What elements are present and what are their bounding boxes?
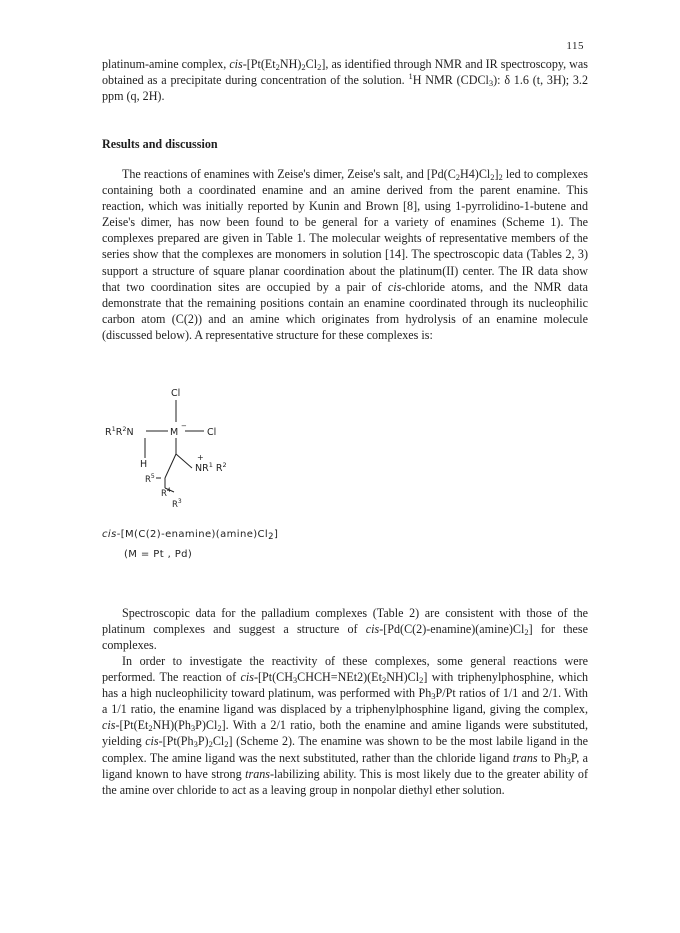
plus-charge-label: +	[197, 453, 204, 462]
body-paragraph-3: In order to investigate the reactivity of these complexes, some general reactions were performed. The reaction of cis-$[Pt(CH_3CHCH=NEt2)(Et_2NH)Cl_2]$ with triphenylphosphine, which has a high nucleophilicity toward platinum, was performed with $Ph_3P/Pt$ ratios of 1/1 and 2/1. With a 1/1 ratio, the enamine ligand was displaced by a triphenylphosphine ligand, giving the complex, cis-$[Pt(Et_2NH)(Ph_3P)Cl_2]$. With a 2/1 ratio, both the enamine and amine ligands were substituted, yielding cis-$[Pt(Ph_3P)_2Cl_2]$ (Scheme 2). The enamine was shown to be the most labile ligand in the complex. The amine ligand was the next substituted, rather than the chloride ligand trans to $Ph_3P$, a ligand known to have strong trans-labilizing ability. This is most likely due to the greater ability of the amine over chloride to act as a leaving group in nonpolar diethyl ether solution.	[102, 654, 588, 797]
structure-caption-metals: (M = Pt , Pd)	[124, 549, 193, 560]
metal-charge-label: −	[181, 422, 187, 430]
body-paragraph-1: The reactions of enamines with Zeise's dimer, Zeise's salt, and $[Pd(C_2H4)Cl_2]_2$ led to complexes containing both a coordinated enamine and an amine derived from the parent enamine. This reaction, which was initially reported by Kunin and Brown [8], using 1-pyrrolidino-1-butene and Zeise's dimer, has now been found to be general for a variety of enamines (Scheme 1). The complexes prepared are given in Table 1. The molecular weights of representative members of the series show that the complexes are monomers in solution [14]. The spectroscopic data (Tables 2, 3) support a structure of square planar coordination about the platinum(II) center. The IR data show that two coordination sites are occupied by a pair of cis-chloride atoms, and the NMR data demonstrate that the remaining positions contain an enamine coordinated through its nucleophilic carbon atom (C(2)) and an amine which originates from hydrolysis of an enamine molecule (discussed below). A representative structure for these complexes is:	[102, 167, 588, 342]
r5-label: $R^5$	[145, 473, 155, 485]
structure-caption: cis-$[M(C(2)-enamine)(amine)Cl_2]$	[102, 529, 279, 542]
hydrogen-label: H	[140, 459, 148, 470]
r3-label: $R^3$	[172, 498, 182, 510]
chemical-structure	[100, 388, 360, 518]
body-paragraph-2: Spectroscopic data for the palladium complexes (Table 2) are consistent with those of the platinum complexes and suggest a structure of cis-$[Pd(C(2)-enamine)(amine)Cl_2]$ for these complexes.	[102, 606, 588, 653]
metal-label: M	[170, 427, 179, 438]
page-number: 115	[566, 40, 584, 52]
amine-label: $R^1R^2N$	[105, 425, 134, 438]
chlorine-top-label: Cl	[171, 388, 181, 399]
chlorine-right-label: Cl	[207, 427, 217, 438]
iminium-label: $NR^1$ $R^2$	[195, 461, 227, 474]
section-heading: Results and discussion	[102, 137, 218, 151]
intro-paragraph: platinum-amine complex, cis-$[Pt(Et_2NH)_2Cl_2]$, as identified through NMR and IR spectroscopy, was obtained as a precipitate during concentration of the solution. $^1$H NMR (CDCl$_3$): δ 1.6 (t, 3H); 3.2 ppm (q, 2H).	[102, 57, 589, 104]
r4-label: $R^4$	[161, 487, 171, 499]
